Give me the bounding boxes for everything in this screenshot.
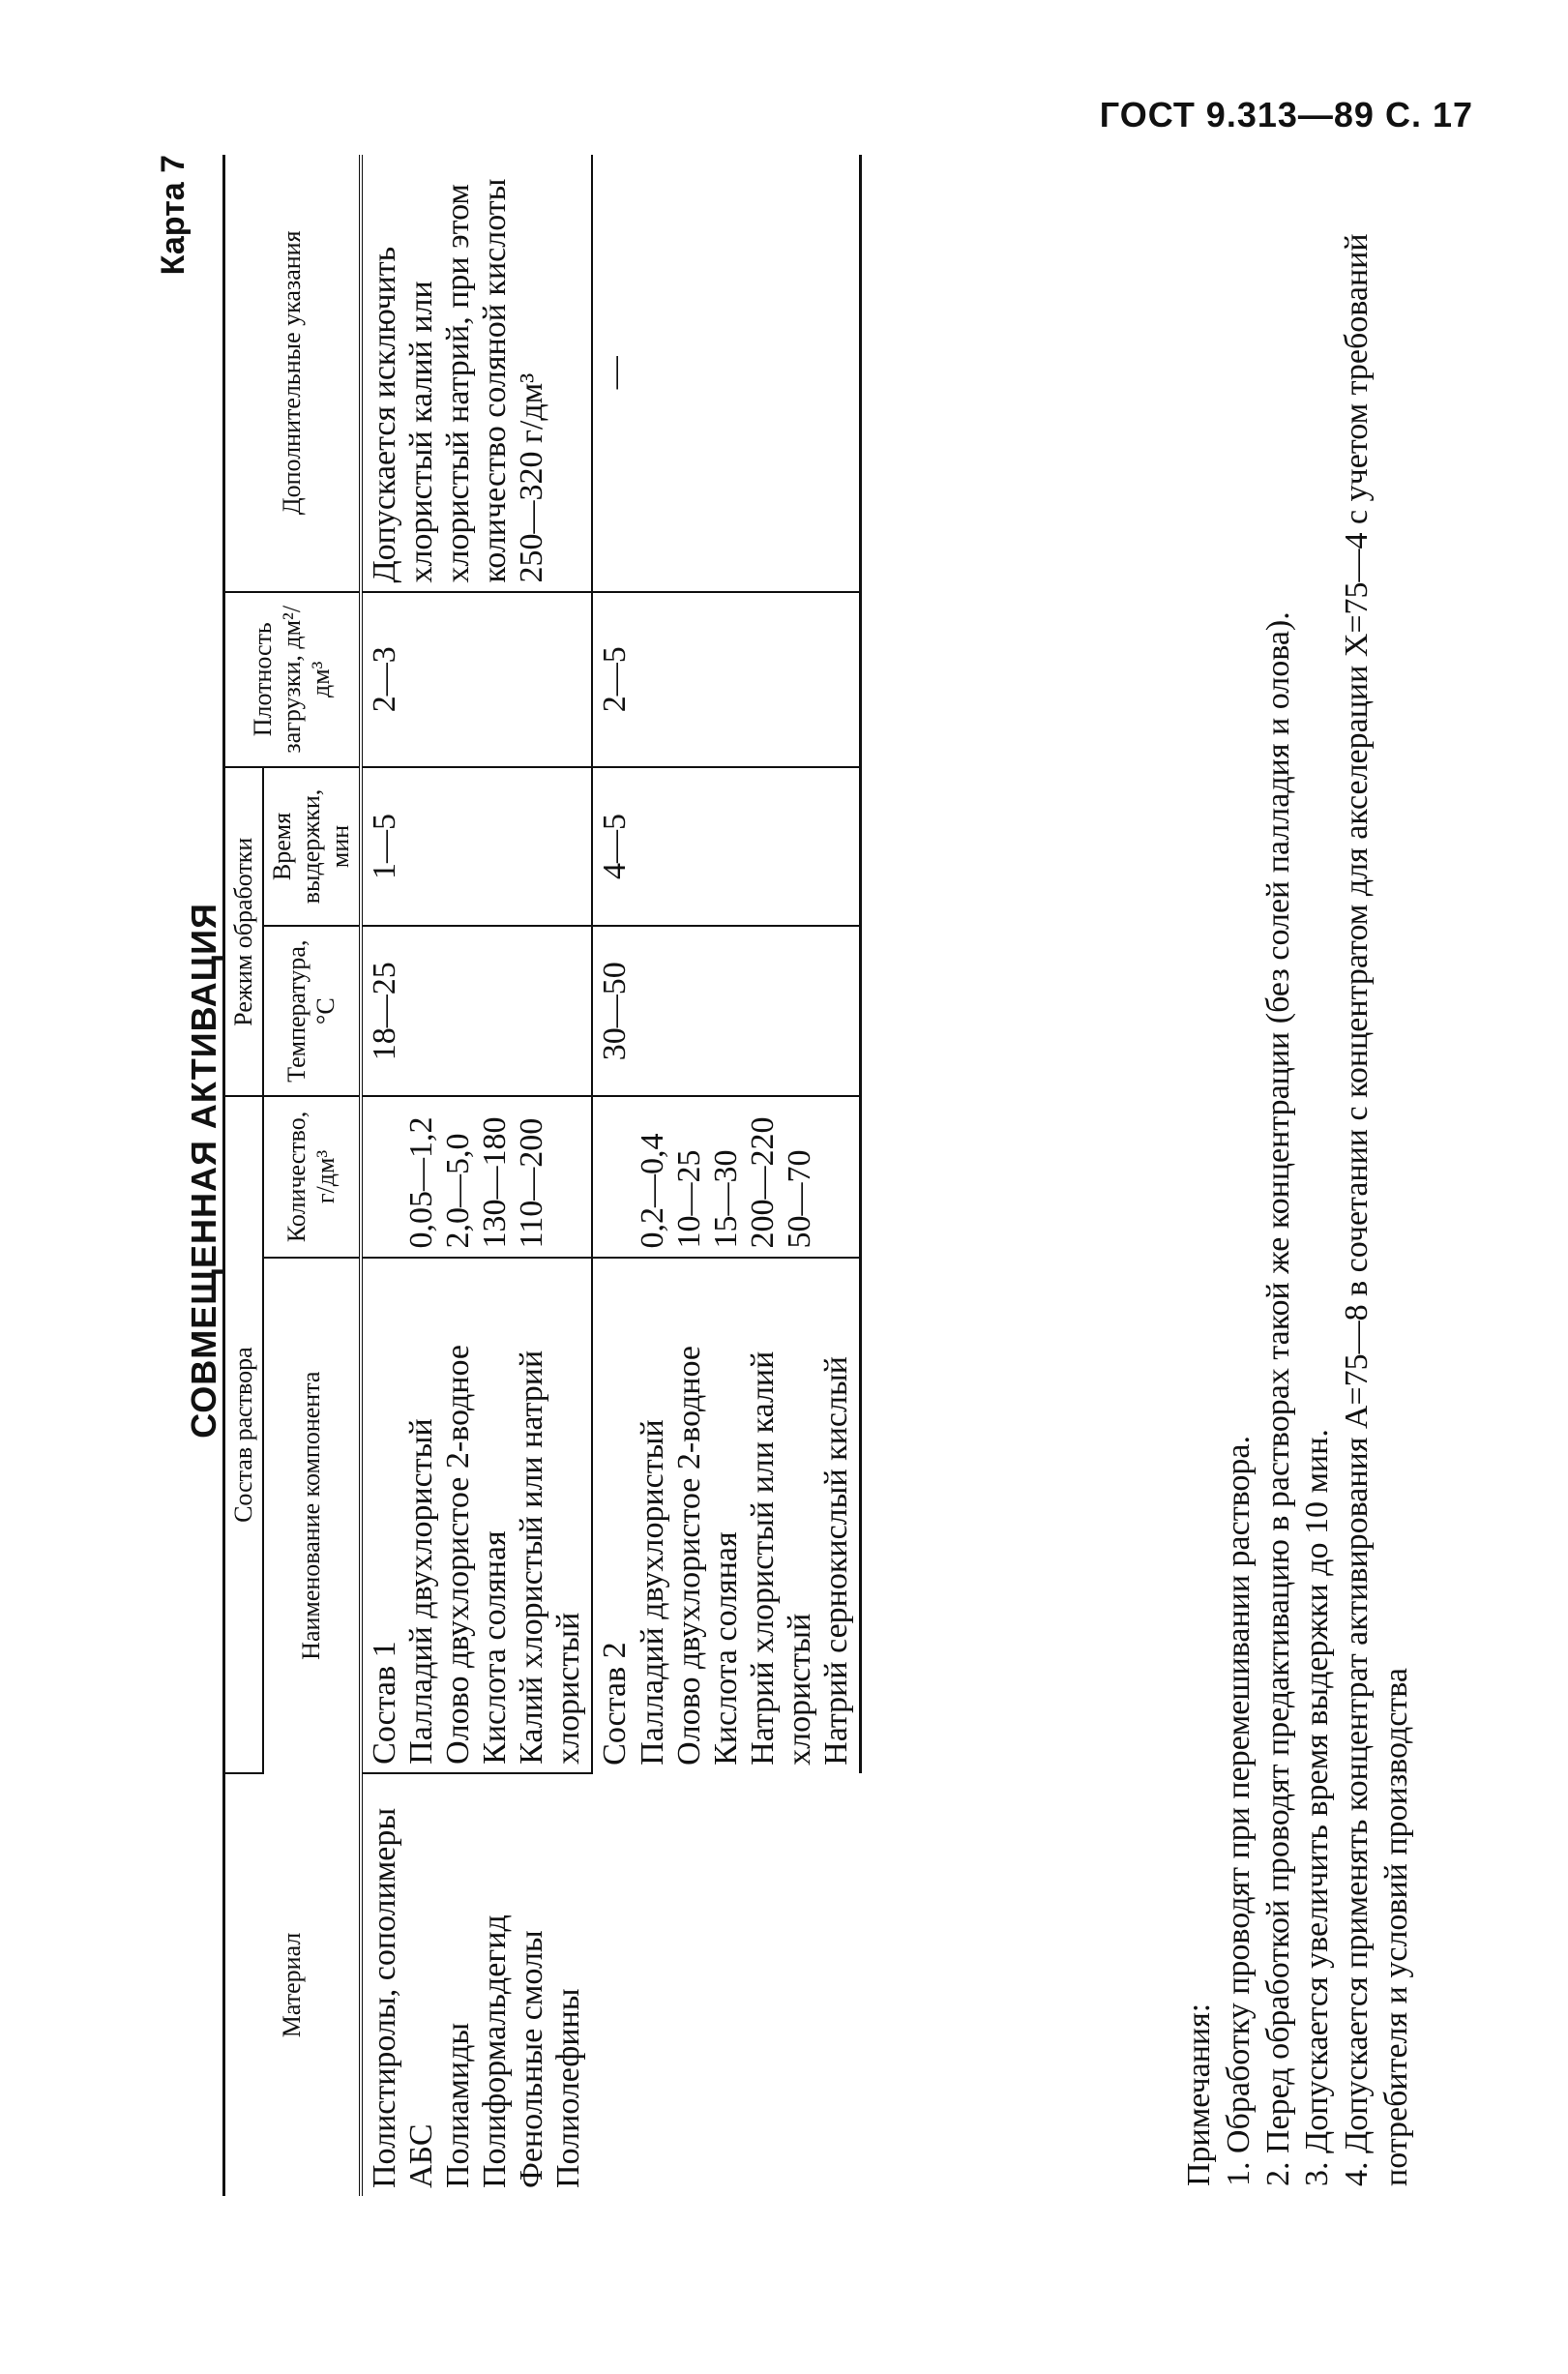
note-cell: Допускается исключить хлористый калий или хлористый натрий, при этом количество соляной кислоты 250—320 г/дм³ (361, 155, 592, 592)
component-name: Кислота соляная (477, 1530, 514, 1765)
component-qty: 0,2—0,4 (634, 1133, 670, 1249)
page-header: ГОСТ 9.313—89 С. 17 (1099, 95, 1473, 134)
component-name: Палладий двухлористый (634, 1419, 670, 1766)
component-qty: 15—30 (707, 1149, 744, 1249)
header-component-name: Наименование компонента (263, 1258, 361, 1773)
note-item: 2. Перед обработкой проводят предактивацию в растворах такой же концентрации (без солей палладия и олова). (1259, 611, 1296, 2186)
header-material: Материал (224, 1773, 362, 2196)
material-item: Полиформальдегид (477, 1914, 514, 2188)
table-row (361, 155, 592, 2196)
card-label: Карта 7 (155, 155, 192, 276)
temperature-cell: 30—50 (592, 926, 860, 1096)
component-qty: 50—70 (781, 1149, 817, 1249)
component-qty: 110—200 (514, 1117, 550, 1249)
note-cell: — (592, 155, 860, 592)
note-item: 1. Обработку проводят при перемешивании раствора. (1220, 1435, 1257, 2186)
component-qty: 0,05—1,2 (403, 1116, 440, 1249)
header-temperature: Температура, °С (263, 926, 361, 1096)
header-composition: Состав раствора (224, 1096, 264, 1772)
component-name: Кислота соляная (707, 1531, 744, 1766)
notes-heading: Примечания: (1181, 2003, 1217, 2186)
component-name: Натрий хлористый или калий хлористый (744, 1350, 817, 1766)
group-name: Состав 2 (597, 1642, 634, 1766)
header-mode: Режим обработки (224, 767, 264, 1096)
component-names-cell (361, 1258, 592, 1773)
load-density-cell: 2—3 (361, 592, 592, 767)
component-qty: 10—25 (670, 1149, 707, 1249)
component-name: Калий хлористый или натрий хлористый (514, 1350, 587, 1765)
group-name: Состав 1 (367, 1641, 402, 1765)
activation-table (222, 155, 862, 2196)
material-item: Полиамиды (440, 2022, 477, 2188)
component-qty-cell (592, 1096, 860, 1257)
notes-section (1180, 155, 1417, 2186)
hold-time-cell: 4—5 (592, 767, 860, 926)
component-name: Натрий сернокислый кислый (817, 1356, 854, 1766)
header-load-density: Плотность загрузки, дм²/дм³ (224, 592, 362, 767)
rotated-page-content (155, 116, 1451, 2225)
component-names-cell (592, 1258, 860, 1773)
component-name: Олово двухлористое 2-водное (670, 1345, 707, 1766)
component-qty: 200—220 (744, 1116, 781, 1249)
component-qty-cell (361, 1096, 592, 1257)
component-qty: 2,0—5,0 (440, 1133, 477, 1249)
materials-cell (361, 1773, 861, 2196)
component-name: Олово двухлористое 2-водное (440, 1344, 477, 1765)
material-item: Фенольные смолы (514, 1930, 550, 2188)
component-qty: 130—180 (477, 1116, 514, 1249)
material-item: Полиолефины (550, 1988, 587, 2188)
note-item: 3. Допускается увеличить время выдержки до 10 мин. (1299, 1429, 1336, 2186)
temperature-cell: 18—25 (361, 926, 592, 1096)
note-item: 4. Допускается применять концентрат активирования А=75—8 в сочетании с концентратом для акселерации Х=75—4 с учетом требований потребителя и условий производства (1339, 233, 1414, 2186)
load-density-cell: 2—5 (592, 592, 860, 767)
page-title: СОВМЕЩЕННАЯ АКТИВАЦИЯ (184, 903, 223, 1439)
header-quantity: Количество, г/дм³ (263, 1096, 361, 1257)
header-notes: Дополнительные указания (224, 155, 362, 592)
hold-time-cell: 1—5 (361, 767, 592, 926)
material-item: Полистиролы, сополимеры АБС (367, 1807, 440, 2188)
component-name: Палладий двухлористый (403, 1418, 440, 1765)
header-hold-time: Время выдержки, мин (263, 767, 361, 926)
